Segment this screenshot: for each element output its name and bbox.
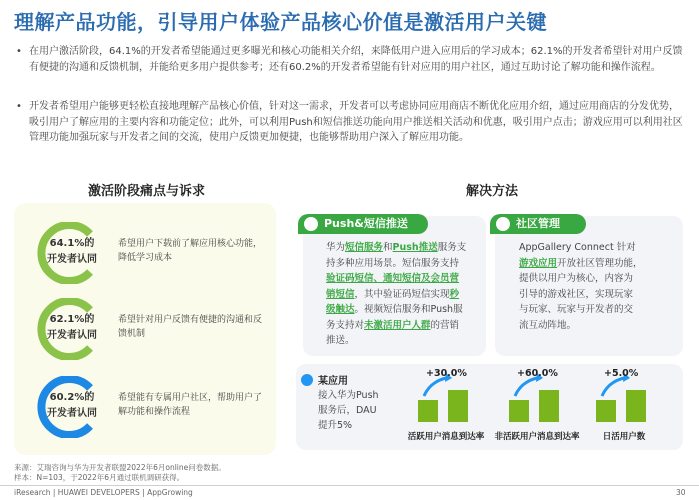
card-line [519,271,679,287]
case-desc-line: 服务后，DAU [318,405,377,416]
case-desc-line: 接入华为Push [318,390,379,401]
bar-before [596,400,616,422]
body-text: 持多种应用场景。短信服务支持 [326,257,460,269]
chart-xlabel: 日活用户数 [602,432,646,442]
card-line [519,318,679,334]
bar-after [448,390,468,422]
change-label: +5.0% [604,368,639,379]
highlight-text: 短信服务 [345,242,384,253]
footer-brand: iResearch | HUAWEI DEVELOPERS | AppGrowing [14,488,193,497]
body-text: 引导的游戏社区，实现玩家 [519,288,634,300]
pain-pct: 64.1%的 [49,238,95,249]
pain-pct: 60.2%的 [49,392,95,403]
bar-after [626,390,646,422]
change-label: +30.0% [426,368,467,379]
chart-xlabel: 非活跃用户消息到达率 [494,432,580,442]
body-text: 服务支 [437,242,467,253]
footer-source: 来源：艾瑞咨询与华为开发者联盟2022年6月online问卷数据。 [14,463,226,472]
push-tag [298,214,428,234]
case-title: 某应用 [318,376,348,387]
card-line [519,302,679,318]
body-text: AppGallery Connect 针对 [519,242,636,253]
bullet-2 [16,99,686,146]
highlight-text: 游戏应用 [519,257,558,269]
body-text: 流互动阵地。 [519,319,577,331]
case-desc-line: 提升5% [318,420,353,431]
case-bullet-icon [301,374,313,386]
highlight-text: 未激活用户人群 [364,319,431,331]
push-tag-label: Push&短信推送 [324,217,408,230]
pain-ring [32,222,104,282]
pain-heading: 激活阶段痛点与诉求 [88,184,206,199]
body-text: 和 [383,242,393,253]
bullet-text: 在用户激活阶段，64.1%的开发者希望能通过更多曝光和核心功能相关介绍，来降低用户进入应用后的学习成本；62.1%的开发者希望针对用户反馈有便捷的沟通和反馈机制，并能给更多用户提供参考；还有60.2%的开发者希望能有针对应用的用户社区，通过互助讨论了解功能和操作流程。 [29,46,683,73]
chart-xlabel: 活跃用户消息到达率 [407,432,485,442]
card-line [519,256,679,272]
card-line [326,333,486,349]
body-text: 提供以用户为核心，内容为 [519,273,634,284]
message-icon [304,217,318,231]
card-line [326,271,486,287]
card-line [326,256,486,272]
highlight-text: 销短信 [326,288,355,300]
pain-ring [32,376,104,436]
card-line [326,318,486,334]
case-desc [318,388,379,433]
pain-desc: 希望用户下载前了解应用核心功能，降低学习成本 [118,239,263,263]
body-text: 。视频短信服务和Push服 [354,304,463,315]
growth-arrow [602,378,624,396]
community-tag-label: 社区管理 [516,217,560,230]
footer-divider [0,485,699,486]
community-tag [490,214,586,234]
bullet-text: 开发者希望用户能够更轻松直接地理解产品核心价值，针对这一需求，开发者可以考虑协同应用商店不断优化应用介绍，通过应用商店的分发优势，吸引用户了解应用的主要内容和功能定位；此外，可以利用Push和短信推送功能向用户推送相关活动和优惠，吸引用户点击；游戏应用可以利用社区管理功能加强玩家与开发者之间的交流，使用户反馈更加便捷，也能够帮助用户深入了解应用功能。 [29,101,683,143]
pain-who: 开发者认同 [47,254,97,265]
pain-stat [42,312,102,344]
page-title: 理解产品功能，引导用户体验产品核心价值是激活用户关键 [14,10,547,34]
card-line [326,302,486,318]
bullet-dot: • [16,101,22,112]
change-label: +60.0% [517,368,558,379]
pain-who: 开发者认同 [47,330,97,341]
body-text: 推送。 [326,335,355,346]
footer-sample: 样本：N=103，于2022年6月通过联机调研获得。 [14,473,185,482]
pain-ring [32,298,104,358]
community-card-body [519,240,679,333]
solution-heading: 解决方法 [466,184,519,199]
body-text: ，其中验证码短信实现 [354,288,450,300]
card-line [519,240,679,256]
bullet-1 [16,44,686,75]
pain-desc: 希望针对用户反馈有便捷的沟通和反馈机制 [118,315,263,339]
pain-desc: 希望能有专属用户社区，帮助用户了解功能和操作流程 [118,393,263,417]
body-text: 与玩家、玩家与开发者的交 [519,304,634,315]
bar-after [539,390,559,422]
pain-stat [42,236,102,268]
body-text: 华为 [326,242,346,253]
highlight-text: Push推送 [392,242,438,253]
highlight-text: 秒 [449,288,460,300]
body-text: 的营销 [430,319,460,331]
card-line [326,287,486,303]
body-text: 务支持对 [326,319,365,331]
card-line [519,287,679,303]
highlight-text: 验证码短信、通知短信及会员营 [326,273,460,284]
page-number: 30 [676,488,686,497]
pain-stat [42,390,102,422]
highlight-text: 级触达 [326,304,355,315]
growth-arrow [515,378,537,396]
growth-arrow [424,378,446,396]
push-card-body [326,240,486,349]
body-text: 开放社区管理功能， [557,257,643,269]
bar-before [418,400,438,422]
bullet-dot: • [16,46,22,57]
pain-who: 开发者认同 [47,408,97,419]
community-icon [496,217,510,231]
bar-before [509,400,529,422]
pain-pct: 62.1%的 [49,314,95,325]
card-line [326,240,486,256]
